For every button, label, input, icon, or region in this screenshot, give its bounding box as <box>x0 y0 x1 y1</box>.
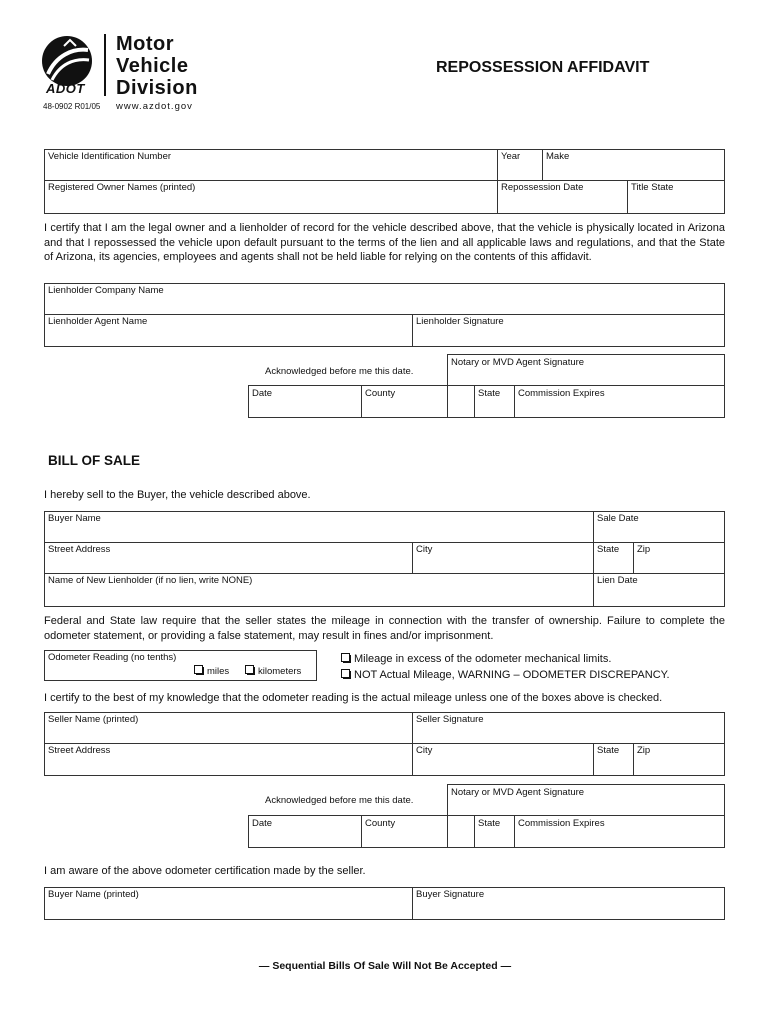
divider <box>593 511 594 607</box>
year-field[interactable]: Year <box>501 151 521 162</box>
divider <box>633 743 634 776</box>
divider <box>593 743 594 776</box>
divider <box>44 743 725 744</box>
divider <box>627 180 628 214</box>
divider <box>633 542 634 573</box>
notary-commission-field-2[interactable]: Commission Expires <box>518 818 605 829</box>
notary-state-field-2[interactable]: State <box>478 818 501 829</box>
miles-option[interactable] <box>194 665 229 677</box>
adot-logo-text: ADOT <box>46 81 85 96</box>
bill-of-sale-intro: I hereby sell to the Buyer, the vehicle described above. <box>44 489 311 501</box>
brand-line-2: Vehicle <box>116 55 189 77</box>
owner-names-field[interactable]: Registered Owner Names (printed) <box>48 182 196 193</box>
buyer-name-field[interactable]: Buyer Name <box>48 513 101 524</box>
odometer-reading-field[interactable]: Odometer Reading (no tenths) <box>48 652 177 663</box>
notary-signature-field[interactable]: Notary or MVD Agent Signature <box>451 357 585 368</box>
divider <box>412 712 413 776</box>
notary-date-field[interactable]: Date <box>252 388 273 399</box>
seller-signature-field[interactable]: Seller Signature <box>416 714 484 725</box>
website: www.azdot.gov <box>116 101 193 112</box>
divider <box>361 385 362 418</box>
divider <box>412 542 413 573</box>
divider <box>44 314 725 315</box>
divider <box>44 573 725 574</box>
acknowledged-label: Acknowledged before me this date. <box>265 366 414 377</box>
checkbox-icon <box>341 653 350 662</box>
buyer-zip-field[interactable]: Zip <box>637 544 651 555</box>
notary-commission-field[interactable]: Commission Expires <box>518 388 605 399</box>
acknowledged-label-2: Acknowledged before me this date. <box>265 795 414 806</box>
logo-divider <box>104 34 106 96</box>
buyer-state-field[interactable]: State <box>597 544 620 555</box>
lienholder-agent-field[interactable]: Lienholder Agent Name <box>48 316 148 327</box>
seller-zip-field[interactable]: Zip <box>637 745 651 756</box>
excess-mileage-label: Mileage in excess of the odometer mechanical limits. <box>354 653 612 665</box>
form-number: 48-0902 R01/05 <box>43 102 101 111</box>
adot-logo-emblem <box>42 36 92 86</box>
seller-street-field[interactable]: Street Address <box>48 745 111 756</box>
notary-county-field-2[interactable]: County <box>365 818 396 829</box>
buyer-cert-box <box>44 887 725 920</box>
not-actual-mileage-label: NOT Actual Mileage, WARNING – ODOMETER DISCREPANCY. <box>354 669 670 681</box>
make-field[interactable]: Make <box>546 151 570 162</box>
divider <box>44 180 725 181</box>
divider <box>497 149 498 214</box>
divider <box>514 815 515 848</box>
certify-paragraph: I certify that I am the legal owner and a lienholder of record for the vehicle described above, that the vehicle is physically located in Arizona and that I repossessed the vehicle upon default pursuant to the terms of the lien and all applicable laws and regulations, and that the State of Arizona, its agencies, employees and agents shall not be held liable for relying on the contents of this affidavit. <box>44 222 725 263</box>
notary-county-field[interactable]: County <box>365 388 396 399</box>
lienholder-signature-field[interactable]: Lienholder Signature <box>416 316 504 327</box>
divider <box>474 815 475 848</box>
new-lienholder-field[interactable]: Name of New Lienholder (if no lien, write NONE) <box>48 575 253 586</box>
bill-of-sale-heading: BILL OF SALE <box>48 453 141 468</box>
kilometers-option[interactable] <box>245 665 301 677</box>
footer-notice: — Sequential Bills Of Sale Will Not Be Accepted — <box>258 960 512 972</box>
divider <box>361 815 362 848</box>
odometer-law-paragraph: Federal and State law require that the seller states the mileage in connection with the transfer of ownership. Failure to complete the odometer statement, or providing a false statement, may result in fines and/or imprisonment. <box>44 615 725 642</box>
seller-name-field[interactable]: Seller Name (printed) <box>48 714 139 725</box>
vin-field[interactable]: Vehicle Identification Number <box>48 151 172 162</box>
buyer-signature-field[interactable]: Buyer Signature <box>416 889 485 900</box>
road-swoosh-icon <box>42 36 92 86</box>
seller-info-box <box>44 712 725 776</box>
seller-city-field[interactable]: City <box>416 745 433 756</box>
checkbox-icon <box>341 669 350 678</box>
brand-line-1: Motor <box>116 33 175 55</box>
notary-date-field-2[interactable]: Date <box>252 818 273 829</box>
buyer-info-box <box>44 511 725 607</box>
page-title: REPOSSESSION AFFIDAVIT <box>436 59 650 76</box>
notary-state-field[interactable]: State <box>478 388 501 399</box>
title-state-field[interactable]: Title State <box>631 182 674 193</box>
buyer-city-field[interactable]: City <box>416 544 433 555</box>
divider <box>44 542 725 543</box>
sale-date-field[interactable]: Sale Date <box>597 513 639 524</box>
checkbox-icon <box>194 665 203 674</box>
not-actual-mileage-option[interactable] <box>341 669 670 681</box>
miles-label: miles <box>207 666 230 677</box>
brand-line-3: Division <box>116 77 198 99</box>
lienholder-company-field[interactable]: Lienholder Company Name <box>48 285 164 296</box>
buyer-street-field[interactable]: Street Address <box>48 544 111 555</box>
buyer-printed-name-field[interactable]: Buyer Name (printed) <box>48 889 139 900</box>
lien-date-field[interactable]: Lien Date <box>597 575 638 586</box>
divider <box>412 887 413 920</box>
repossession-date-field[interactable]: Repossession Date <box>501 182 584 193</box>
excess-mileage-option[interactable] <box>341 653 611 665</box>
checkbox-icon <box>245 665 254 674</box>
odometer-certify-text: I certify to the best of my knowledge that the odometer reading is the actual mileage unless one of the boxes above is checked. <box>44 692 663 704</box>
divider <box>474 385 475 418</box>
kilometers-label: kilometers <box>258 666 302 677</box>
notary-signature-field-2[interactable]: Notary or MVD Agent Signature <box>451 787 585 798</box>
divider <box>542 149 543 180</box>
divider <box>514 385 515 418</box>
buyer-aware-text: I am aware of the above odometer certification made by the seller. <box>44 865 366 877</box>
divider <box>412 314 413 347</box>
seller-state-field[interactable]: State <box>597 745 620 756</box>
